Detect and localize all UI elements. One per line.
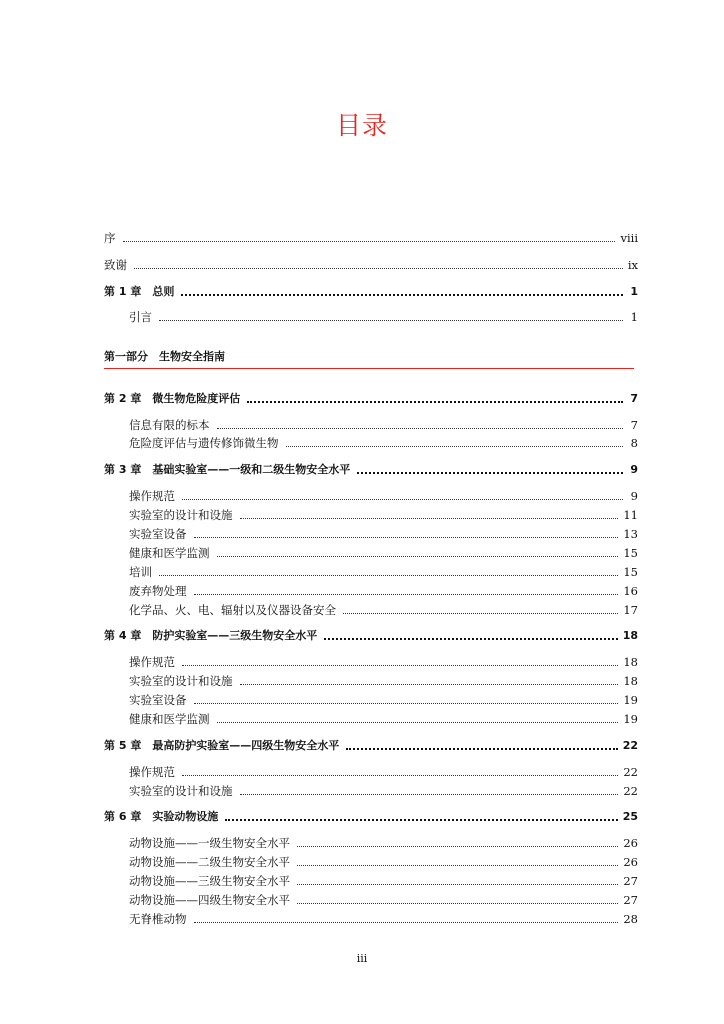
- toc-entry-label: 第 5 章 最高防护实验室——四级生物安全水平: [104, 739, 340, 752]
- toc-entry-label: 实验室设备: [129, 693, 187, 707]
- toc-entry[interactable]: [129, 416, 638, 432]
- toc-entry-label: 序: [104, 231, 116, 245]
- toc-entry-label: 健康和医学监测: [129, 546, 210, 560]
- toc-chapter-entry[interactable]: [104, 737, 638, 753]
- toc-leader-dots: [194, 921, 619, 923]
- toc-entry-label: 操作规范: [129, 655, 175, 669]
- toc-entry-page: 18: [622, 629, 638, 642]
- toc-entry-page: 18: [623, 655, 638, 669]
- part-heading: 第一部分 生物安全指南: [104, 350, 225, 363]
- toc-chapter-entry[interactable]: [104, 461, 638, 477]
- toc-entry-label: 第 3 章 基础实验室——一级和二级生物安全水平: [104, 463, 351, 476]
- toc-leader-dots: [297, 902, 618, 904]
- toc-entry-page: 16: [623, 584, 638, 598]
- toc-entry[interactable]: [129, 563, 638, 579]
- toc-entry-label: 信息有限的标本: [129, 418, 210, 432]
- toc-leader-dots: [324, 637, 617, 640]
- toc-entry[interactable]: [129, 710, 638, 726]
- toc-entry[interactable]: [129, 582, 638, 598]
- toc-entry-page: 15: [623, 565, 638, 579]
- toc-entry[interactable]: [129, 672, 638, 688]
- toc-entry[interactable]: [129, 910, 638, 926]
- toc-entry-label: 操作规范: [129, 489, 175, 503]
- toc-entry-label: 第 6 章 实验动物设施: [104, 810, 219, 823]
- toc-entry-page: 26: [623, 855, 638, 869]
- toc-entry[interactable]: [129, 601, 638, 617]
- toc-leader-dots: [240, 793, 619, 795]
- toc-leader-dots: [217, 427, 624, 429]
- toc-entry-label: 第 2 章 微生物危险度评估: [104, 392, 241, 405]
- toc-leader-dots: [346, 747, 617, 750]
- toc-entry-label: 引言: [129, 310, 152, 324]
- toc-leader-dots: [217, 721, 619, 723]
- toc-entry-page: 22: [622, 739, 638, 752]
- toc-leader-dots: [194, 536, 619, 538]
- toc-entry-label: 培训: [129, 565, 152, 579]
- toc-entry-page: 1: [630, 310, 638, 324]
- toc-entry[interactable]: [129, 763, 638, 779]
- toc-entry[interactable]: [129, 506, 638, 522]
- toc-entry-page: viii: [620, 231, 638, 245]
- toc-entry-page: 27: [623, 893, 638, 907]
- toc-entry-page: ix: [627, 258, 638, 272]
- toc-entry-label: 动物设施——三级生物安全水平: [129, 874, 290, 888]
- toc-entry[interactable]: [129, 834, 638, 850]
- toc-leader-dots: [247, 400, 623, 403]
- toc-leader-dots: [297, 845, 618, 847]
- toc-leader-dots: [182, 664, 618, 666]
- toc-entry[interactable]: [129, 691, 638, 707]
- toc-entry-page: 18: [623, 674, 638, 688]
- toc-entry[interactable]: [104, 256, 638, 272]
- toc-entry-page: 26: [623, 836, 638, 850]
- page-title: 目录: [335, 111, 388, 140]
- toc-leader-dots: [240, 683, 619, 685]
- toc-leader-dots: [297, 864, 618, 866]
- toc-leader-dots: [194, 593, 619, 595]
- toc-chapter-entry[interactable]: [104, 390, 638, 406]
- toc-chapter-entry[interactable]: [104, 283, 638, 299]
- toc-leader-dots: [225, 818, 617, 821]
- toc-entry[interactable]: [129, 653, 638, 669]
- toc-leader-dots: [297, 883, 618, 885]
- toc-entry-page: 11: [623, 508, 638, 522]
- toc-entry[interactable]: [129, 872, 638, 888]
- toc-entry[interactable]: [129, 308, 638, 324]
- toc-entry[interactable]: [104, 229, 638, 245]
- toc-entry-page: 15: [623, 546, 638, 560]
- toc-entry[interactable]: [129, 853, 638, 869]
- toc-entry-page: 7: [630, 418, 638, 432]
- toc-entry-page: 25: [622, 810, 638, 823]
- toc-entry-label: 废弃物处理: [129, 584, 187, 598]
- toc-entry-page: 9: [630, 489, 638, 503]
- toc-leader-dots: [182, 774, 618, 776]
- toc-entry-page: 17: [623, 603, 638, 617]
- page-number: iii: [356, 952, 368, 965]
- toc-entry-label: 动物设施——四级生物安全水平: [129, 893, 290, 907]
- toc-leader-dots: [217, 555, 619, 557]
- toc-entry-label: 实验室的设计和设施: [129, 508, 233, 522]
- toc-entry-page: 28: [623, 912, 638, 926]
- toc-leader-dots: [182, 498, 623, 500]
- toc-chapter-entry[interactable]: [104, 808, 638, 824]
- toc-entry-page: 8: [630, 436, 638, 450]
- toc-entry-label: 实验室的设计和设施: [129, 784, 233, 798]
- toc-entry-page: 7: [630, 392, 638, 405]
- toc-entry-page: 22: [623, 765, 638, 779]
- toc-leader-dots: [134, 267, 623, 269]
- toc-leader-dots: [343, 612, 618, 614]
- toc-entry[interactable]: [129, 782, 638, 798]
- toc-entry-label: 第 4 章 防护实验室——三级生物安全水平: [104, 629, 318, 642]
- toc-leader-dots: [181, 293, 623, 296]
- toc-entry-label: 致谢: [104, 258, 127, 272]
- toc-entry-page: 19: [623, 712, 638, 726]
- toc-chapter-entry[interactable]: [104, 627, 638, 643]
- toc-leader-dots: [194, 702, 619, 704]
- toc-entry-label: 操作规范: [129, 765, 175, 779]
- toc-entry-label: 化学品、火、电、辐射以及仪器设备安全: [129, 603, 336, 617]
- toc-entry-label: 健康和医学监测: [129, 712, 210, 726]
- part-divider: [104, 368, 634, 369]
- toc-entry-label: 危险度评估与遗传修饰微生物: [129, 436, 279, 450]
- toc-entry-label: 动物设施——二级生物安全水平: [129, 855, 290, 869]
- toc-entry-page: 22: [623, 784, 638, 798]
- toc-leader-dots: [159, 319, 623, 321]
- toc-entry-label: 实验室设备: [129, 527, 187, 541]
- toc-leader-dots: [123, 240, 616, 242]
- toc-entry-page: 13: [623, 527, 638, 541]
- toc-leader-dots: [240, 517, 619, 519]
- toc-entry-label: 实验室的设计和设施: [129, 674, 233, 688]
- toc-leader-dots: [159, 574, 618, 576]
- toc-entry-label: 动物设施——一级生物安全水平: [129, 836, 290, 850]
- toc-entry[interactable]: [129, 544, 638, 560]
- toc-entry[interactable]: [129, 525, 638, 541]
- toc-entry-page: 19: [623, 693, 638, 707]
- toc-entry[interactable]: [129, 487, 638, 503]
- toc-entry-page: 27: [623, 874, 638, 888]
- toc-entry-label: 无脊椎动物: [129, 912, 187, 926]
- toc-entry-page: 1: [630, 285, 638, 298]
- toc-leader-dots: [357, 471, 623, 474]
- toc-entry[interactable]: [129, 434, 638, 450]
- toc-entry[interactable]: [129, 891, 638, 907]
- toc-entry-page: 9: [630, 463, 638, 476]
- toc-entry-label: 第 1 章 总则: [104, 285, 175, 298]
- toc-leader-dots: [286, 445, 624, 447]
